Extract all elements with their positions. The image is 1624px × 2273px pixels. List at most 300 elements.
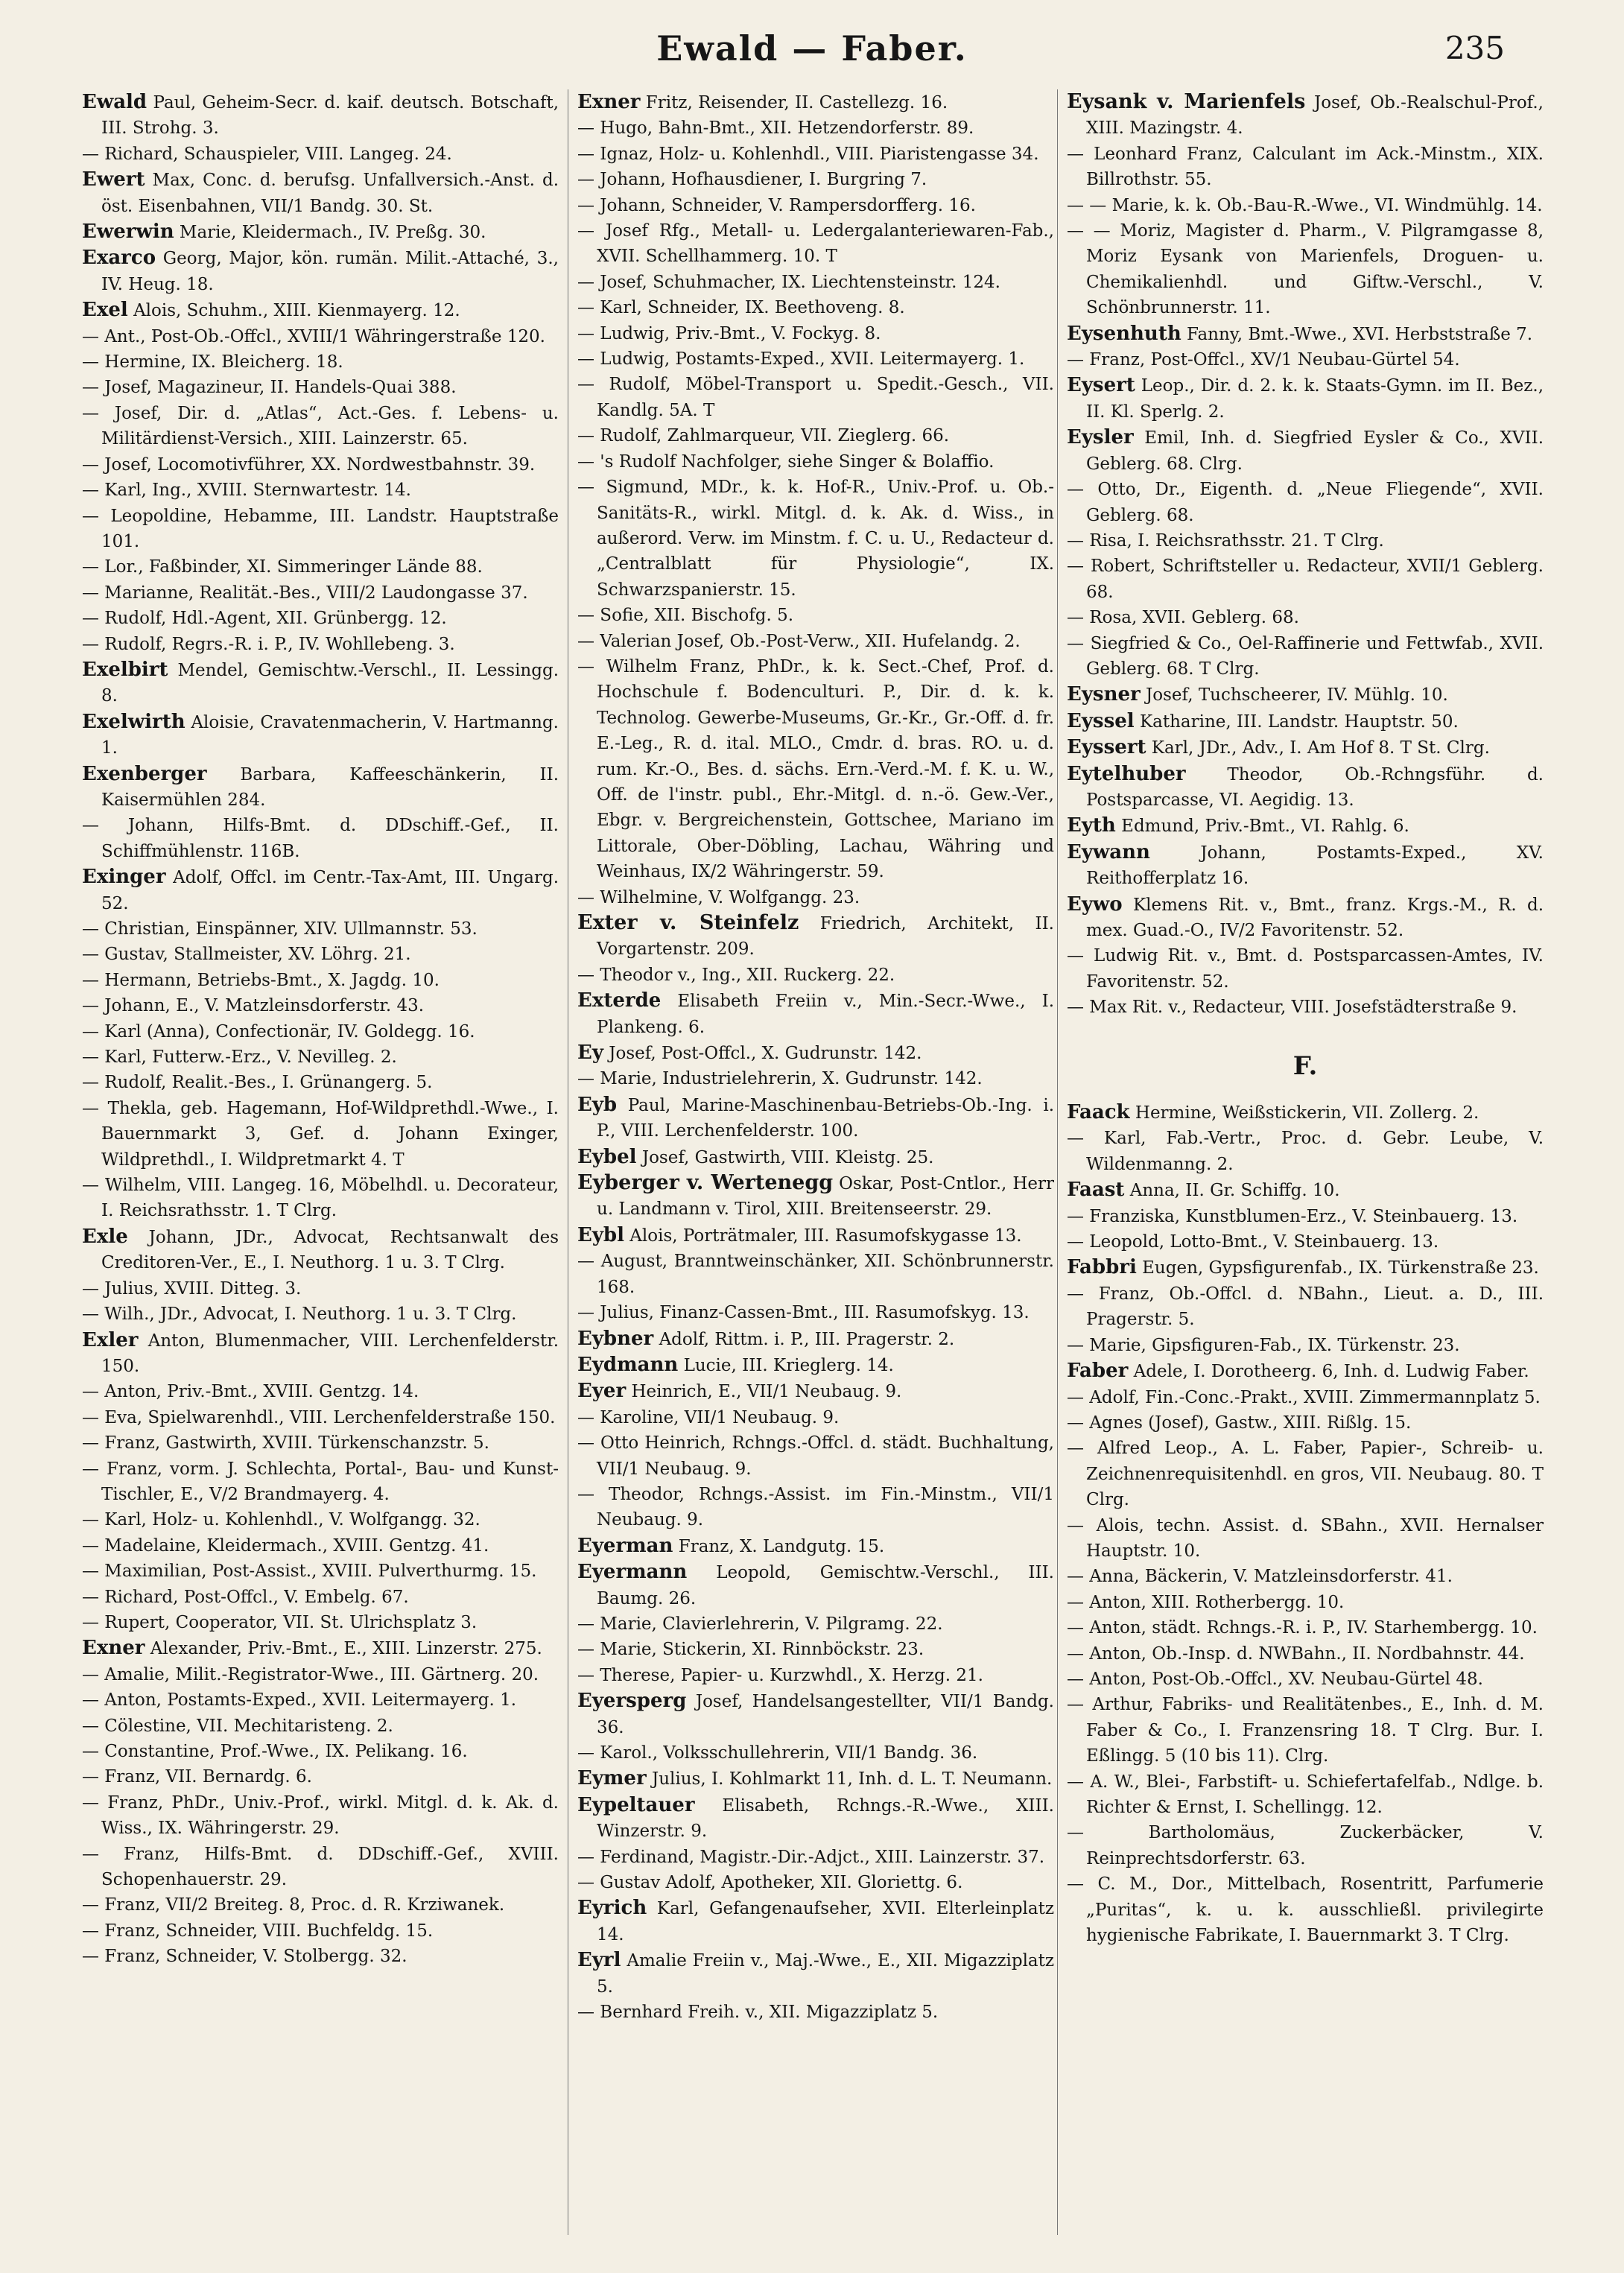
entry-surname: Eydmann [577, 1353, 679, 1376]
entry-text: — Gustav Adolf, Apotheker, XII. Gloriettg. 6. [577, 1873, 963, 1893]
entry-surname: Eywo [1067, 893, 1123, 916]
directory-entry [1067, 218, 1544, 321]
directory-entry [82, 1096, 559, 1173]
directory-entry [577, 1559, 1054, 1611]
directory-entry [577, 142, 1054, 167]
entry-text: — August, Branntweinschänker, XII. Schönbrunnerstr. 168. [577, 1252, 1054, 1297]
directory-entry [82, 993, 559, 1018]
directory-entry [82, 1842, 559, 1893]
directory-entry [82, 1739, 559, 1764]
entry-text: — Josef, Schuhmacher, IX. Liechtensteinstr. 124. [577, 272, 1000, 292]
entry-text: — Bernhard Freih. v., XII. Migazziplatz 5. [577, 2003, 939, 2023]
directory-entry [1067, 89, 1544, 142]
directory-entry [82, 1456, 559, 1508]
entry-text: — Christian, Einspänner, XIV. Ullmannstr. 53. [82, 919, 478, 939]
entry-text: — Valerian Josef, Ob.-Post-Verw., XII. Hufelandg. 2. [577, 631, 1021, 651]
directory-entry [82, 1224, 559, 1276]
entry-surname: Eyth [1067, 814, 1116, 837]
entry-text: Eugen, Gypsfigurenfab., IX. Türkenstraße 23. [1142, 1258, 1539, 1278]
entry-text: Fanny, Bmt.-Wwe., XVI. Herbststraße 7. [1187, 324, 1533, 344]
directory-entry [577, 1326, 1054, 1352]
directory-entry [1067, 1177, 1544, 1203]
entry-surname: Eyrl [577, 1949, 621, 1972]
directory-entry [577, 1482, 1054, 1533]
directory-entry [577, 193, 1054, 218]
entry-text: — Franz, Ob.-Offcl. d. NBahn., Lieut. a. D., III. Pragerstr. 5. [1067, 1284, 1544, 1330]
entry-text: — Josef, Dir. d. „Atlas“, Act.-Ges. f. Lebens- u. Militärdienst-Versich., XIII. Lainzerstr. 65. [82, 403, 559, 449]
entry-text: — Josef Rfg., Metall- u. Ledergalanteriewaren-Fab., XVII. Schellhammerg. 10. T [577, 221, 1054, 267]
entry-text: — Lor., Faßbinder, XI. Simmeringer Lände 88. [82, 557, 483, 577]
entry-surname: Faber [1067, 1360, 1129, 1383]
entry-text: — Franz, Hilfs-Bmt. d. DDschiff.-Gef., XVIII. Schopenhauerstr. 29. [82, 1844, 559, 1890]
directory-entry [577, 1144, 1054, 1170]
directory-entry [1067, 813, 1544, 839]
entry-text: — Julius, XVIII. Ditteg. 3. [82, 1278, 302, 1299]
entry-text: — Otto, Dr., Eigenth. d. „Neue Fliegende“, XVII. Geblerg. 68. [1067, 480, 1544, 525]
entry-text: — Rudolf, Zahlmarqueur, VII. Zieglerg. 66. [577, 426, 950, 446]
entry-surname: Eytelhuber [1067, 762, 1186, 785]
entry-text: Mendel, Gemischtw.-Verschl., II. Lessingg. 8. [101, 660, 559, 706]
entry-text: Karl, JDr., Adv., I. Am Hof 8. T St. Clrg. [1151, 738, 1490, 758]
directory-entry [82, 1276, 559, 1302]
entry-text: — C. M., Dor., Mittelbach, Rosentritt, Parfumerie „Puritas“, k. u. k. ausschließl. privilegirte hygienische Fabrikate, I. Bauernmarkt 3. T Clrg. [1067, 1874, 1544, 1946]
entry-surname: Eyersperg [577, 1690, 687, 1713]
entry-text: — Franz, PhDr., Univ.-Prof., wirkl. Mitgl. d. k. Ak. d. Wiss., IX. Währingerstr. 29. [82, 1792, 559, 1839]
entry-text: — Amalie, Milit.-Registrator-Wwe., III. Gärtnerg. 20. [82, 1664, 539, 1684]
entry-surname: Exenberger [82, 762, 207, 785]
entry-text: — Marie, Industrielehrerin, X. Gudrunstr. 142. [577, 1069, 983, 1089]
entry-surname: Fabbri [1067, 1256, 1137, 1279]
directory-entry [82, 1662, 559, 1687]
entry-text: — Gustav, Stallmeister, XV. Löhrg. 21. [82, 945, 411, 965]
directory-entry [1067, 1820, 1544, 1871]
entry-text: — Hermann, Betriebs-Bmt., X. Jagdg. 10. [82, 970, 440, 990]
entry-text: — Karl, Futterw.-Erz., V. Nevilleg. 2. [82, 1047, 397, 1068]
entry-text: — Karl, Ing., XVIII. Sternwartestr. 14. [82, 481, 411, 501]
entry-text: — Alfred Leop., A. L. Faber, Papier-, Schreib- u. Zeichnenrequisitenhdl. en gros, VII. Neubaug. 80. T Clrg. [1067, 1439, 1544, 1510]
directory-entry [577, 603, 1054, 628]
entry-text: — A. W., Blei-, Farbstift- u. Schiefertafelfab., Ndlge. b. Richter & Ernst, I. Schellingg. 12. [1067, 1772, 1544, 1817]
column-3 [1067, 89, 1544, 2235]
directory-entry [1067, 1255, 1544, 1281]
entry-text: — Ferdinand, Magistr.-Dir.-Adjct., XIII. Lainzerstr. 37. [577, 1847, 1045, 1867]
directory-entry [1067, 193, 1544, 218]
directory-entry [577, 1040, 1054, 1066]
directory-entry [82, 968, 559, 993]
entry-surname: Eywann [1067, 840, 1150, 863]
directory-entry [1067, 708, 1544, 735]
directory-entry [82, 916, 559, 942]
directory-entry [82, 1635, 559, 1661]
entry-text: — Maximilian, Post-Assist., XVIII. Pulverthurmg. 15. [82, 1562, 537, 1582]
directory-entry [82, 1173, 559, 1224]
entry-text: Adolf, Rittm. i. P., III. Pragerstr. 2. [659, 1329, 955, 1349]
entry-text: — Franz, VII. Bernardg. 6. [82, 1767, 312, 1787]
directory-entry [82, 1585, 559, 1610]
directory-entry [1067, 477, 1544, 528]
directory-entry [1067, 1333, 1544, 1358]
directory-entry [577, 629, 1054, 654]
directory-entry [82, 1687, 559, 1713]
entry-text: — Franz, Post-Offcl., XV/1 Neubau-Gürtel 54. [1067, 350, 1460, 370]
directory-entry [577, 475, 1054, 603]
entry-text: Hermine, Weißstickerin, VII. Zollerg. 2. [1135, 1103, 1479, 1123]
entry-surname: Eysner [1067, 683, 1141, 706]
entry-text: — Josef, Magazineur, II. Handels-Quai 388. [82, 378, 457, 398]
column-divider [1057, 89, 1058, 2235]
directory-entry [1067, 631, 1544, 682]
entry-text: — Karl (Anna), Confectionär, IV. Goldegg. 16. [82, 1021, 475, 1042]
directory-entry [1067, 1615, 1544, 1640]
entry-text: — Leopold, Lotto-Bmt., V. Steinbauerg. 13. [1067, 1232, 1439, 1252]
entry-text: — Anton, XIII. Rotherbergg. 10. [1067, 1592, 1345, 1612]
directory-entry [82, 1714, 559, 1739]
entry-text: Alexander, Priv.-Bmt., E., XIII. Linzerstr. 275. [150, 1639, 542, 1659]
directory-entry [82, 580, 559, 606]
directory-entry [577, 1870, 1054, 1895]
entry-text: — Ludwig, Priv.-Bmt., V. Fockyg. 8. [577, 323, 881, 343]
entry-text: — Johann, E., V. Matzleinsdorferstr. 43. [82, 996, 425, 1016]
entry-text: — Otto Heinrich, Rchngs.-Offcl. d. städt. Buchhaltung, VII/1 Neubaug. 9. [577, 1433, 1054, 1479]
directory-entry [577, 1430, 1054, 1482]
entry-text: — Thekla, geb. Hagemann, Hof-Wildprethdl.-Wwe., I. Bauernmarkt 3, Gef. d. Johann Exinger, Wildprethdl., I. Wildpretmarkt 4. T [82, 1098, 559, 1170]
directory-entry [82, 504, 559, 555]
entry-text: Johann, JDr., Advocat, Rechtsanwalt des Creditoren-Ver., E., I. Neuthorg. 1 u. 3. T Clrg. [101, 1227, 559, 1273]
entry-text: — 's Rudolf Nachfolger, siehe Singer & Bolaffio. [577, 451, 995, 472]
entry-surname: Eysler [1067, 426, 1134, 449]
entry-text: — Hermine, IX. Bleicherg. 18. [82, 352, 343, 373]
entry-text: — Wilh., JDr., Advocat, I. Neuthorg. 1 u. 3. T Clrg. [82, 1304, 517, 1325]
directory-entry [577, 1300, 1054, 1325]
entry-surname: Exarco [82, 247, 156, 270]
entry-text: — Josef, Locomotivführer, XX. Nordwestbahnstr. 39. [82, 454, 536, 475]
directory-entry [577, 1792, 1054, 1845]
directory-entry [1067, 995, 1544, 1020]
entry-surname: Eyberger v. Wertenegg [577, 1171, 834, 1195]
directory-entry [1067, 1126, 1544, 1177]
directory-entry [1067, 1590, 1544, 1615]
directory-entry [1067, 761, 1544, 814]
directory-entry [1067, 605, 1544, 630]
entry-text: — Leonhard Franz, Calculant im Ack.-Minstm., XIX. Billrothstr. 55. [1067, 144, 1544, 190]
entry-surname: Exner [577, 91, 641, 113]
directory-entry [1067, 1358, 1544, 1384]
entry-surname: Exler [82, 1328, 139, 1351]
directory-entry [1067, 892, 1544, 944]
entry-text: — Rudolf, Realit.-Bes., I. Grünangerg. 5. [82, 1073, 433, 1093]
entry-text: Franz, X. Landgutg. 15. [678, 1536, 885, 1556]
directory-entry [1067, 840, 1544, 892]
entry-text: — Marie, Stickerin, XI. Rinnböckstr. 23. [577, 1640, 924, 1660]
entry-text: — Ludwig, Postamts-Exped., XVII. Leitermayerg. 1. [577, 349, 1025, 370]
directory-entry [82, 324, 559, 349]
directory-entry [577, 1766, 1054, 1792]
entry-surname: Eymer [577, 1767, 647, 1790]
entry-text: — Karl, Schneider, IX. Beethoveng. 8. [577, 298, 905, 318]
entry-text: — Siegfried & Co., Oel-Raffinerie und Fettwfab., XVII. Geblerg. 68. T Clrg. [1067, 633, 1544, 679]
entry-surname: Faast [1067, 1179, 1125, 1202]
entry-surname: Eybl [577, 1223, 624, 1246]
entry-text: Fritz, Reisender, II. Castellezg. 16. [645, 93, 948, 112]
directory-entry [82, 219, 559, 245]
directory-entry [1067, 1385, 1544, 1410]
entry-text: — Alois, techn. Assist. d. SBahn., XVII. Hernalser Hauptstr. 10. [1067, 1515, 1544, 1561]
column-1 [82, 89, 559, 2235]
directory-entry [82, 709, 559, 761]
entry-text: Elisabeth, Rchngs.-R.-Wwe., XIII. Winzerstr. 9. [597, 1795, 1054, 1842]
entry-surname: Eybel [577, 1145, 637, 1168]
directory-entry [82, 452, 559, 478]
entry-text: — — Moriz, Magister d. Pharm., V. Pilgramgasse 8, Moriz Eysank von Marienfels, Droguen- u. Chemikalienhdl. und Giftw.-Verschl., V. Schönbrunnerstr. 11. [1067, 221, 1544, 318]
directory-entry [1067, 1513, 1544, 1565]
directory-entry [1067, 373, 1544, 425]
entry-text: — Rosa, XVII. Geblerg. 68. [1067, 608, 1299, 628]
entry-text: — Theodor v., Ing., XII. Ruckerg. 22. [577, 965, 895, 985]
directory-entry [1067, 682, 1544, 708]
directory-entry [577, 295, 1054, 320]
entry-text: — Anna, Bäckerin, V. Matzleinsdorferstr. 41. [1067, 1567, 1453, 1587]
directory-entry [1067, 1769, 1544, 1821]
directory-entry [82, 942, 559, 967]
entry-text: Georg, Major, kön. rumän. Milit.-Attaché, 3., IV. Heug. 18. [101, 249, 559, 294]
directory-entry [1067, 142, 1544, 193]
directory-entry [577, 1637, 1054, 1662]
directory-entry [82, 1507, 559, 1532]
entry-surname: Ewerwin [82, 221, 174, 244]
entry-surname: Exelbirt [82, 658, 168, 681]
directory-entry [577, 963, 1054, 988]
entry-surname: Exelwirth [82, 710, 185, 733]
entry-surname: Eyermann [577, 1561, 688, 1584]
entry-text: Josef, Gastwirth, VIII. Kleistg. 25. [641, 1147, 934, 1167]
entry-text: — Karoline, VII/1 Neubaug. 9. [577, 1407, 840, 1427]
entry-text: — Ignaz, Holz- u. Kohlenhdl., VIII. Piaristengasse 34. [577, 144, 1039, 164]
directory-entry [1067, 321, 1544, 347]
directory-entry [1067, 943, 1544, 995]
directory-entry [577, 1740, 1054, 1766]
entry-text: Anton, Blumenmacher, VIII. Lerchenfelderstr. 150. [101, 1331, 559, 1376]
entry-text: Leopold, Gemischtw.-Verschl., III. Baumg. 26. [597, 1563, 1054, 1608]
directory-entry [1067, 1564, 1544, 1589]
entry-text: Lucie, III. Krieglerg. 14. [683, 1355, 894, 1375]
entry-text: — Anton, städt. Rchngs.-R. i. P., IV. Starhembergg. 10. [1067, 1618, 1538, 1638]
entry-surname: Eysert [1067, 374, 1135, 397]
entry-text: — Anton, Priv.-Bmt., XVIII. Gentzg. 14. [82, 1382, 419, 1402]
entry-text: Alois, Porträtmaler, III. Rasumofskygasse 13. [629, 1226, 1022, 1246]
directory-entry [1067, 528, 1544, 554]
entry-text: — — Marie, k. k. Ob.-Bau-R.-Wwe., VI. Windmühlg. 14. [1067, 195, 1543, 215]
directory-entry [82, 657, 559, 709]
directory-entry [577, 654, 1054, 885]
directory-entry [82, 375, 559, 400]
entry-surname: Eyer [577, 1380, 627, 1403]
entry-text: — Karol., Volksschullehrerin, VII/1 Bandg. 36. [577, 1743, 978, 1763]
entry-surname: Exinger [82, 866, 166, 889]
directory-entry [577, 1688, 1054, 1740]
directory-entry [1067, 1436, 1544, 1512]
directory-entry [577, 1533, 1054, 1559]
directory-entry [577, 218, 1054, 270]
entry-surname: Exner [82, 1637, 145, 1660]
entry-text: — Sofie, XII. Bischofg. 5. [577, 606, 794, 626]
directory-entry [577, 372, 1054, 423]
entry-text: Julius, I. Kohlmarkt 11, Inh. d. L. T. Neumann. [652, 1769, 1053, 1789]
entry-text: Oskar, Post-Cntlor., Herr u. Landmann v. Tirol, XIII. Breitenseerstr. 29. [597, 1174, 1054, 1220]
entry-text: — Bartholomäus, Zuckerbäcker, V. Reinprechtsdorferstr. 63. [1067, 1823, 1544, 1868]
entry-text: — Theodor, Rchngs.-Assist. im Fin.-Minstm., VII/1 Neubaug. 9. [577, 1484, 1054, 1530]
entry-surname: Eypeltauer [577, 1793, 695, 1816]
entry-text: — Max Rit. v., Redacteur, VIII. Josefstädterstraße 9. [1067, 998, 1517, 1018]
entry-text: — Karl, Fab.-Vertr., Proc. d. Gebr. Leube, V. Wildenmanng. 2. [1067, 1129, 1544, 1174]
entry-text: — Franz, Schneider, V. Stolbergg. 32. [82, 1947, 407, 1967]
entry-text: — Anton, Post-Ob.-Offcl., XV. Neubau-Gürtel 48. [1067, 1669, 1483, 1689]
directory-entry [1067, 1641, 1544, 1667]
entry-surname: Eyrich [577, 1897, 647, 1920]
entry-text: — Marie, Gipsfiguren-Fab., IX. Türkenstr. 23. [1067, 1335, 1460, 1355]
directory-entry [1067, 1871, 1544, 1948]
entry-text: Marie, Kleidermach., IV. Preßg. 30. [179, 223, 486, 243]
entry-text: Alois, Schuhm., XIII. Kienmayerg. 12. [133, 301, 460, 321]
entry-surname: Faack [1067, 1101, 1130, 1124]
directory-entry [577, 1170, 1054, 1223]
entry-text: — Anton, Postamts-Exped., XVII. Leitermayerg. 1. [82, 1690, 517, 1711]
directory-entry [82, 554, 559, 580]
page-header [0, 28, 1624, 73]
directory-entry [577, 1947, 1054, 2000]
entry-text: Adele, I. Dorotheerg. 6, Inh. d. Ludwig Faber. [1133, 1362, 1529, 1382]
entry-text: — Leopoldine, Hebamme, III. Landstr. Hauptstraße 101. [82, 506, 559, 551]
entry-surname: Ey [577, 1042, 603, 1065]
entry-text: — Franz, Gastwirth, XVIII. Türkenschanzstr. 5. [82, 1433, 489, 1453]
entry-text: — Franziska, Kunstblumen-Erz., V. Steinbauerg. 13. [1067, 1206, 1518, 1226]
entry-text: — Agnes (Josef), Gastw., XIII. Rißlg. 15. [1067, 1413, 1412, 1433]
entry-text: Josef, Post-Offcl., X. Gudrunstr. 142. [609, 1044, 922, 1064]
directory-entry [82, 813, 559, 864]
directory-entry [82, 761, 559, 814]
entry-text: Leop., Dir. d. 2. k. k. Staats-Gymn. im II. Bez., II. Kl. Sperlg. 2. [1086, 376, 1544, 422]
directory-entry [82, 1610, 559, 1635]
directory-entry [82, 632, 559, 657]
directory-entry [577, 1092, 1054, 1144]
entry-surname: Ewald [82, 91, 148, 113]
entry-text: — Johann, Schneider, V. Rampersdorfferg. 16. [577, 195, 976, 215]
entry-text: Katharine, III. Landstr. Hauptstr. 50. [1139, 711, 1459, 732]
entry-text: Theodor, Ob.-Rchngsführ. d. Postsparcasse, VI. Aegidig. 13. [1086, 764, 1544, 810]
directory-entry [82, 245, 559, 297]
entry-text: — Wilhelm Franz, PhDr., k. k. Sect.-Chef, Prof. d. Hochschule f. Bodenculturi. P., Dir. d. k. k. Technolog. Gewerbe-Museums, Gr.-Kr., Gr.-Off. d. fr. E.-Leg., R. d. ital. MLO., Cmdr. d. bras. RO. u. d. rum. Kr.-O., Bes. d. sächs. Ern.-Verd.-M. f. K. u. W., Off. de l'instr. publ., Ehr.-Mitgl. d. n.-ö. Gew.-Ver., Ebgr. v. Bergreichenstein, Gottschee, Mariano im Littorale, Ober-Döbling, Lachau, Währing und Weinhaus, IX/2 Währingerstr. 59. [577, 656, 1054, 882]
directory-entry [82, 1430, 559, 1456]
entry-text: — Richard, Post-Offcl., V. Embelg. 67. [82, 1587, 409, 1607]
directory-entry [577, 321, 1054, 346]
entry-text: — Risa, I. Reichsrathsstr. 21. T Clrg. [1067, 530, 1384, 551]
directory-entry [577, 115, 1054, 141]
columns-container [82, 89, 1542, 2235]
entry-text: — Marianne, Realität.-Bes., VIII/2 Laudongasse 37. [82, 583, 528, 603]
entry-text: — Cölestine, VII. Mechitaristeng. 2. [82, 1716, 393, 1736]
entry-surname: Eyssel [1067, 709, 1135, 732]
entry-text: — Robert, Schriftsteller u. Redacteur, XVII/1 Geblerg. 68. [1067, 557, 1544, 602]
directory-entry [1067, 1204, 1544, 1229]
directory-entry [1067, 425, 1544, 477]
directory-entry [577, 346, 1054, 372]
entry-surname: Exle [82, 1225, 128, 1248]
directory-entry [82, 1790, 559, 1842]
directory-entry [82, 478, 559, 503]
entry-text: — Franz, vorm. J. Schlechta, Portal-, Bau- und Kunst-Tischler, E., V/2 Brandmayerg. 4. [82, 1459, 559, 1504]
directory-entry [577, 423, 1054, 448]
directory-entry [82, 1302, 559, 1327]
entry-text: — Franz, VII/2 Breiteg. 8, Proc. d. R. Krziwanek. [82, 1895, 505, 1915]
entry-text: — Ant., Post-Ob.-Offcl., XVIII/1 Währingerstraße 120. [82, 326, 545, 346]
column-2 [577, 89, 1054, 2235]
entry-surname: Exter v. Steinfelz [577, 911, 799, 934]
entry-surname: Exel [82, 299, 128, 322]
entry-text: Aloisie, Cravatenmacherin, V. Hartmanng. 1. [101, 712, 559, 758]
entry-text: Max, Conc. d. berufsg. Unfallversich.-Anst. d. öst. Eisenbahnen, VII/1 Bandg. 30. St. [101, 171, 559, 216]
entry-text: Paul, Marine-Maschinenbau-Betriebs-Ob.-Ing. i. P., VIII. Lerchenfelderstr. 100. [597, 1095, 1054, 1141]
entry-text: — Ludwig Rit. v., Bmt. d. Postsparcassen-Amtes, IV. Favoritenstr. 52. [1067, 946, 1544, 992]
entry-text: — Marie, Clavierlehrerin, V. Pilgramg. 22. [577, 1614, 943, 1634]
directory-entry [577, 1845, 1054, 1870]
entry-text: — Rudolf, Möbel-Transport u. Spedit.-Gesch., VII. Kandlg. 5A. T [577, 375, 1054, 420]
entry-surname: Eybner [577, 1327, 654, 1350]
directory-entry [577, 1611, 1054, 1637]
entry-text: Barbara, Kaffeeschänkerin, II. Kaisermühlen 284. [101, 764, 559, 810]
directory-entry [1067, 554, 1544, 605]
entry-text: — Wilhelm, VIII. Langeg. 16, Möbelhdl. u. Decorateur, I. Reichsrathsstr. 1. T Clrg. [82, 1176, 559, 1221]
directory-entry [1067, 1410, 1544, 1436]
directory-entry [577, 1378, 1054, 1404]
entry-text: Paul, Geheim-Secr. d. kaif. deutsch. Botschaft, III. Strohg. 3. [101, 93, 559, 139]
entry-surname: Eysenhuth [1067, 322, 1181, 345]
directory-entry [577, 885, 1054, 910]
directory-entry [82, 401, 559, 452]
entry-text: Josef, Ob.-Realschul-Prof., XIII. Mazingstr. 4. [1086, 93, 1544, 139]
directory-entry [1067, 347, 1544, 373]
directory-entry [82, 1892, 559, 1918]
directory-entry [577, 1223, 1054, 1249]
entry-surname: Exterde [577, 989, 662, 1012]
directory-entry [577, 1663, 1054, 1688]
entry-text: Karl, Gefangenaufseher, XVII. Elterleinplatz 14. [597, 1899, 1054, 1944]
directory-entry [82, 142, 559, 167]
directory-entry [82, 297, 559, 323]
directory-entry [82, 1070, 559, 1095]
directory-entry [82, 89, 559, 142]
entry-text: Johann, Postamts-Exped., XV. Reithofferplatz 16. [1086, 843, 1544, 889]
directory-entry [82, 1379, 559, 1404]
entry-surname: Eyb [577, 1093, 618, 1116]
entry-text: — Johann, Hilfs-Bmt. d. DDschiff.-Gef., II. Schiffmühlenstr. 116B. [82, 816, 559, 861]
entry-text: — Johann, Hofhausdiener, I. Burgring 7. [577, 170, 927, 190]
entry-text: Elisabeth Freiin v., Min.-Secr.-Wwe., I. Plankeng. 6. [597, 992, 1054, 1037]
directory-entry [577, 1249, 1054, 1300]
entry-text: Josef, Tuchscheerer, IV. Mühlg. 10. [1146, 685, 1448, 706]
directory-entry [577, 1405, 1054, 1430]
directory-entry [1067, 1667, 1544, 1692]
directory-entry [82, 1764, 559, 1789]
directory-entry [577, 988, 1054, 1040]
entry-text: — Rupert, Cooperator, VII. St. Ulrichsplatz 3. [82, 1612, 478, 1632]
directory-entry [82, 1405, 559, 1430]
entry-text: Emil, Inh. d. Siegfried Eysler & Co., XVII. Geblerg. 68. Clrg. [1086, 428, 1544, 474]
entry-text: — Therese, Papier- u. Kurzwhdl., X. Herzg. 21. [577, 1665, 983, 1685]
entry-text: — Madelaine, Kleidermach., XVIII. Gentzg. 41. [82, 1535, 489, 1556]
entry-text: Amalie Freiin v., Maj.-Wwe., E., XII. Migazziplatz 5. [597, 1951, 1054, 1997]
entry-text: — Hugo, Bahn-Bmt., XII. Hetzendorferstr. 89. [577, 118, 974, 139]
entry-text: Klemens Rit. v., Bmt., franz. Krgs.-M., R. d. mex. Guad.-O., IV/2 Favoritenstr. 52. [1086, 895, 1544, 940]
directory-entry [577, 167, 1054, 192]
